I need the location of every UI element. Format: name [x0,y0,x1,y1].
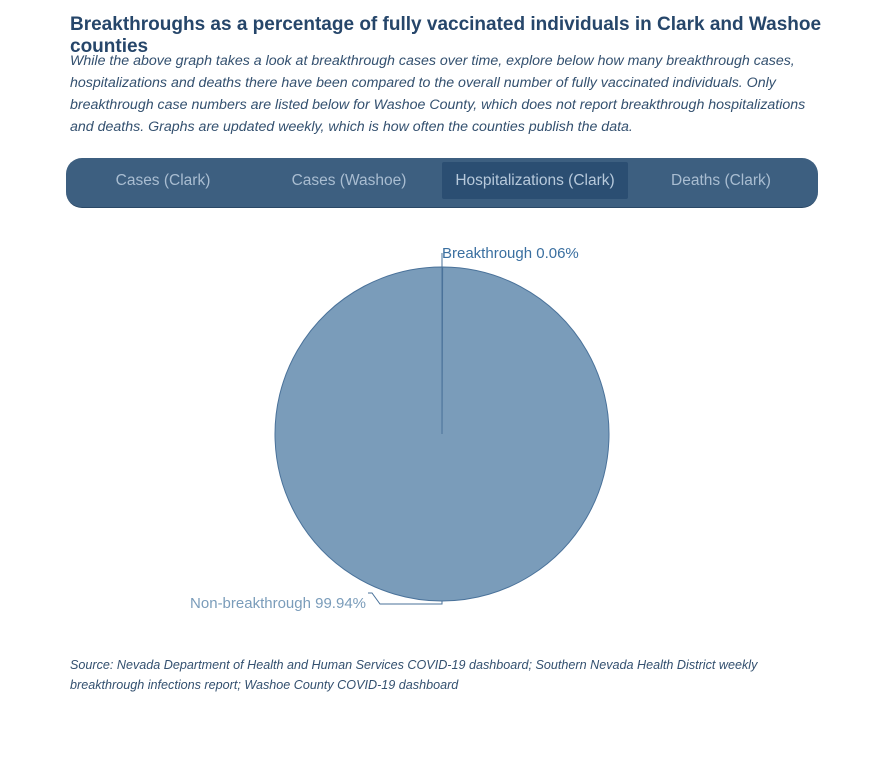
pie-chart [0,220,884,640]
tab-bar [66,158,818,208]
tab-hospitalizations-clark[interactable]: Hospitalizations (Clark) [442,162,628,199]
chart-description: While the above graph takes a look at breakthrough cases over time, explore below how many breakthrough cases, hospitalizations and deaths there have been compared to the overall number of fully vaccinated individuals. Only breakthrough case numbers are listed below for Washoe County, which does not report breakthrough hospitalizations and deaths. Graphs are updated weekly, which is how often the counties publish the data. [70,53,806,135]
pie-slice-non-breakthrough[interactable] [275,267,609,601]
label-breakthrough: Breakthrough 0.06% [442,245,579,262]
tab-cases-clark[interactable]: Cases (Clark) [115,171,211,189]
source-note: Source: Nevada Department of Health and Human Services COVID-19 dashboard; Southern Nevada Health District weekly breakthrough infections report; Washoe County COVID-19 dashboard [70,658,758,692]
tab-deaths-clark[interactable]: Deaths (Clark) [671,171,771,189]
chart-title: Breakthroughs as a percentage of fully vaccinated individuals in Clark and Washoe counties [70,14,822,57]
label-non-breakthrough: Non-breakthrough 99.94% [190,595,366,612]
tab-cases-washoe[interactable]: Cases (Washoe) [291,171,407,189]
